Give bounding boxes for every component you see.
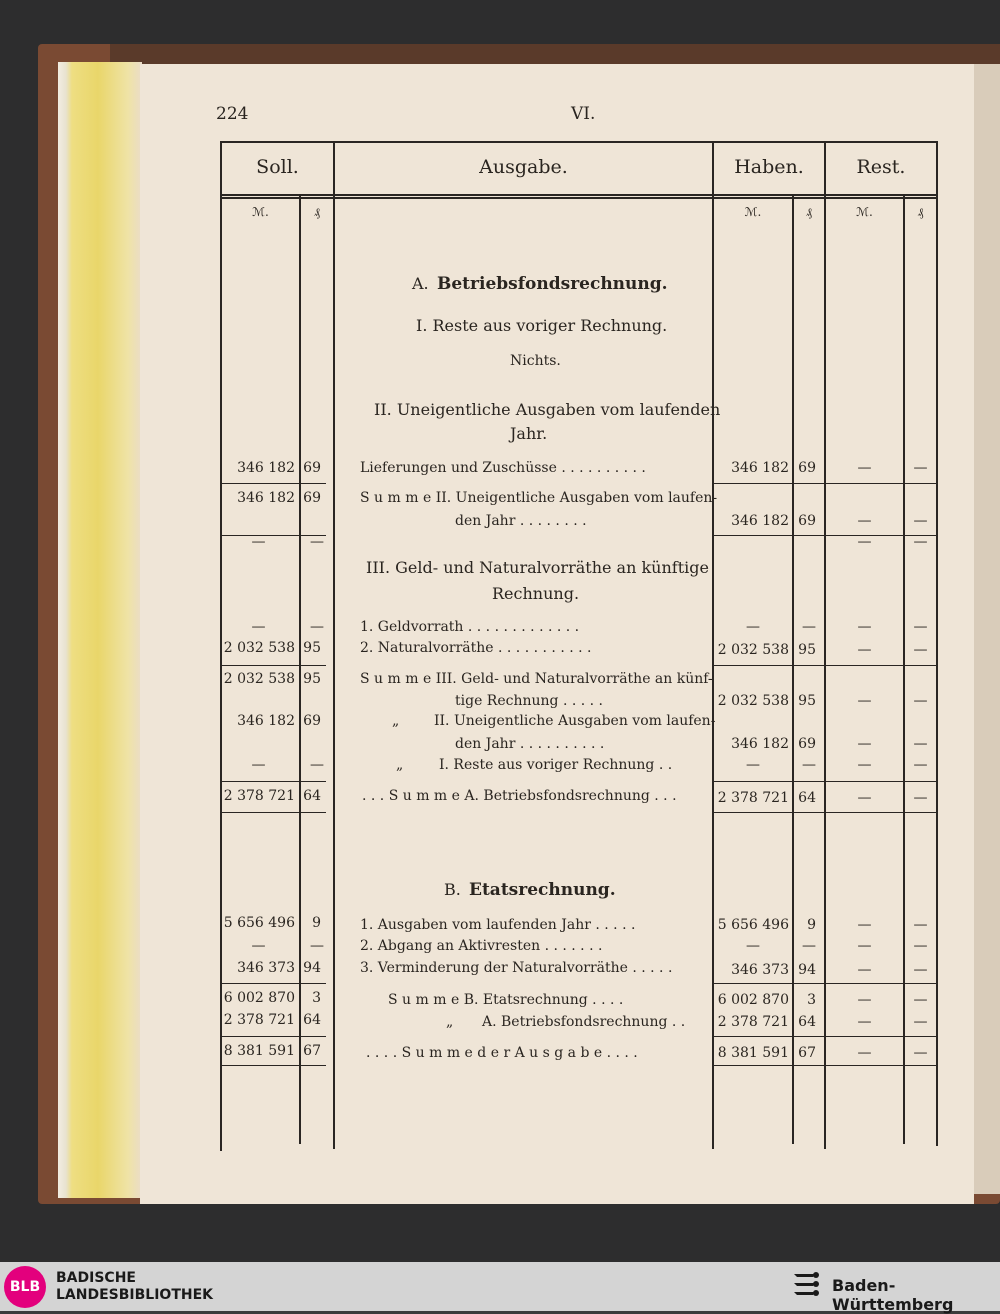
- soll-subtotal-rule: [222, 781, 326, 782]
- blb-name[interactable]: [56, 1270, 213, 1304]
- soll-mark-unit: ℳ.: [252, 205, 269, 219]
- haben-subtotal-rule: [712, 781, 936, 782]
- rest-pf-unit: ₰: [917, 205, 924, 219]
- chapter-heading: VI.: [571, 104, 596, 124]
- haben-mark: 346 182: [731, 736, 789, 752]
- haben-header: Haben.: [734, 156, 804, 178]
- haben-mark: 2 032 538: [717, 642, 789, 658]
- row-label: 1. Geldvorrath . . . . . . . . . . . . .: [360, 619, 580, 635]
- section-a-prefix: A.: [412, 274, 429, 293]
- rest-mark: —: [857, 736, 872, 752]
- soll-mark: 8 381 591: [223, 1043, 295, 1059]
- rest-pf: —: [913, 1014, 928, 1030]
- rest-mark: —: [857, 917, 872, 933]
- bw-label[interactable]: Baden-Württemberg: [832, 1276, 954, 1314]
- soll-mark: 6 002 870: [223, 990, 295, 1006]
- soll-pf: 95: [303, 671, 321, 687]
- soll-mark: 346 182: [237, 713, 295, 729]
- haben-pf: 69: [798, 460, 816, 476]
- haben-mark: 346 182: [731, 513, 789, 529]
- rest-pf: —: [913, 1045, 928, 1061]
- soll-mark: 2 032 538: [223, 671, 295, 687]
- row-label: . . . S u m m e A. Betriebsfondsrechnung . . .: [362, 788, 677, 804]
- blb-name-line1: BADISCHE: [56, 1270, 136, 1286]
- haben-pf: 95: [798, 642, 816, 658]
- soll-pf: 67: [303, 1043, 321, 1059]
- haben-mark: —: [746, 938, 760, 954]
- haben-subtotal-rule: [712, 483, 936, 484]
- haben-mark-unit: ℳ.: [744, 205, 762, 219]
- row-label: S u m m e B. Etatsrechnung . . . .: [388, 992, 624, 1008]
- soll-pf-unit: ₰: [314, 205, 320, 219]
- rest-mark: —: [857, 962, 872, 978]
- soll-mark: —: [251, 534, 266, 550]
- rest-pf: —: [913, 642, 928, 658]
- rest-mark: —: [857, 460, 872, 476]
- soll-subtotal-rule: [222, 1065, 326, 1066]
- row-label: I. Reste aus voriger Rechnung . .: [439, 757, 673, 773]
- rest-mark: —: [857, 619, 872, 635]
- haben-pf: 69: [798, 736, 816, 752]
- row-label: A. Betriebsfondsrechnung . .: [482, 1014, 686, 1030]
- rest-mark: —: [857, 1014, 872, 1030]
- rest-mark: —: [857, 534, 872, 550]
- soll-pf: 9: [312, 915, 321, 931]
- haben-mark: 2 378 721: [717, 790, 789, 806]
- soll-pf: 3: [312, 990, 321, 1006]
- soll-mark: 346 182: [237, 490, 295, 506]
- haben-mark: 346 182: [731, 460, 789, 476]
- rest-pf: —: [913, 992, 928, 1008]
- section-b-prefix: B.: [444, 880, 461, 899]
- rest-mark: —: [857, 513, 872, 529]
- soll-pf: 64: [303, 1012, 321, 1028]
- haben-pf: —: [802, 938, 816, 954]
- haben-mark: 346 373: [731, 962, 789, 978]
- soll-pf: —: [310, 534, 324, 550]
- bw-lions-icon[interactable]: [790, 1268, 822, 1306]
- section-a-sub3: III. Geld- und Naturalvorräthe an künftige: [366, 558, 709, 577]
- haben-pf: 95: [798, 693, 816, 709]
- rest-pf: —: [913, 460, 928, 476]
- haben-mark: 2 032 538: [717, 693, 789, 709]
- soll-header: Soll.: [256, 156, 299, 178]
- soll-mark: 2 378 721: [223, 788, 295, 804]
- soll-mark: 2 032 538: [223, 640, 295, 656]
- rest-pf: —: [913, 693, 928, 709]
- haben-pf: 3: [807, 992, 816, 1008]
- haben-mark: 8 381 591: [717, 1045, 789, 1061]
- haben-subtotal-rule: [712, 983, 936, 984]
- row-label-cont: den Jahr . . . . . . . .: [455, 513, 587, 529]
- ditto-mark: „: [392, 713, 400, 729]
- rest-mark: —: [857, 642, 872, 658]
- rest-mark: —: [857, 992, 872, 1008]
- rest-pf: —: [913, 790, 928, 806]
- ditto-mark: „: [396, 757, 404, 773]
- haben-subtotal-rule: [712, 1036, 936, 1037]
- ditto-mark: „: [446, 1014, 454, 1030]
- blb-logo[interactable]: BLB: [4, 1266, 46, 1308]
- soll-subtotal-rule: [222, 483, 326, 484]
- soll-mark: 2 378 721: [223, 1012, 295, 1028]
- soll-mark: 5 656 496: [223, 915, 295, 931]
- soll-pf: —: [310, 938, 324, 954]
- soll-subtotal-rule: [222, 1036, 326, 1037]
- ausgabe-header: Ausgabe.: [479, 156, 568, 178]
- rest-header: Rest.: [856, 156, 906, 178]
- row-label: 2. Naturalvorräthe . . . . . . . . . . .: [360, 640, 592, 656]
- page-stack-edge: [58, 62, 142, 1198]
- section-b-title: Etatsrechnung.: [469, 880, 616, 900]
- haben-mark: 2 378 721: [717, 1014, 789, 1030]
- row-label: 2. Abgang an Aktivresten . . . . . . .: [360, 938, 603, 954]
- haben-subtotal-rule: [712, 812, 936, 813]
- soll-pf: 69: [303, 460, 321, 476]
- haben-mark: —: [746, 757, 760, 773]
- soll-pf: 95: [303, 640, 321, 656]
- rest-mark-unit: ℳ.: [856, 205, 873, 219]
- footer-bar: [0, 1262, 1000, 1314]
- rest-mark: —: [857, 693, 872, 709]
- haben-pf: 64: [798, 1014, 816, 1030]
- row-label: . . . . S u m m e d e r A u s g a b e . . . .: [366, 1045, 638, 1061]
- soll-pf: 94: [303, 960, 321, 976]
- soll-subtotal-rule: [222, 812, 326, 813]
- row-label-cont: den Jahr . . . . . . . . . .: [455, 736, 605, 752]
- rest-pf: —: [913, 938, 928, 954]
- haben-pf: 69: [798, 513, 816, 529]
- rest-mark: —: [857, 790, 872, 806]
- haben-mark: 5 656 496: [717, 917, 789, 933]
- row-label: 3. Verminderung der Naturalvorräthe . . . . .: [360, 960, 673, 976]
- haben-pf: —: [802, 619, 816, 635]
- haben-pf: 67: [798, 1045, 816, 1061]
- soll-pf: —: [310, 757, 324, 773]
- soll-mark: —: [251, 619, 266, 635]
- page-edge: [972, 64, 1000, 1194]
- haben-pf: 94: [798, 962, 816, 978]
- section-a-title: Betriebsfondsrechnung.: [437, 274, 668, 294]
- soll-pf: 69: [303, 713, 321, 729]
- soll-mark: —: [251, 938, 266, 954]
- soll-mark: —: [251, 757, 266, 773]
- section-a-sub2: II. Uneigentliche Ausgaben vom laufenden: [374, 400, 721, 419]
- rest-pf: —: [913, 513, 928, 529]
- haben-mark: 6 002 870: [717, 992, 789, 1008]
- section-a-sub1: I. Reste aus voriger Rechnung.: [416, 316, 668, 335]
- rest-mark: —: [857, 757, 872, 773]
- book-spine-top: [110, 44, 1000, 66]
- soll-mark: 346 182: [237, 460, 295, 476]
- haben-pf: 64: [798, 790, 816, 806]
- section-a-sub3-cont: Rechnung.: [492, 584, 580, 603]
- haben-subtotal-rule: [712, 665, 936, 666]
- haben-subtotal-rule: [712, 1065, 936, 1066]
- soll-ausgabe-rule: [333, 141, 335, 1149]
- row-label: S u m m e II. Uneigentliche Ausgaben vom laufen-: [360, 490, 718, 506]
- blb-name-line2: LANDESBIBLIOTHEK: [56, 1287, 214, 1303]
- section-a-sub2-cont: Jahr.: [510, 424, 548, 443]
- haben-pf: —: [802, 757, 816, 773]
- rest-pf: —: [913, 757, 928, 773]
- soll-pf: 69: [303, 490, 321, 506]
- header-rule: [220, 194, 938, 196]
- row-label: S u m m e III. Geld- und Naturalvorräthe an künf-: [360, 671, 713, 687]
- rest-mark: —: [857, 938, 872, 954]
- soll-mark: 346 373: [237, 960, 295, 976]
- header-rule-2: [220, 197, 938, 199]
- table-top-rule: [220, 141, 938, 143]
- rest-pf: —: [913, 962, 928, 978]
- rest-pf: —: [913, 736, 928, 752]
- haben-pf-unit: ₰: [806, 205, 812, 219]
- rest-pf: —: [913, 619, 928, 635]
- soll-subtotal-rule: [222, 665, 326, 666]
- soll-subtotal-rule: [222, 983, 326, 984]
- row-label: 1. Ausgaben vom laufenden Jahr . . . . .: [360, 917, 636, 933]
- page-number: 224: [216, 104, 249, 124]
- soll-pf: —: [310, 619, 324, 635]
- rest-mark: —: [857, 1045, 872, 1061]
- rest-pf: —: [913, 534, 928, 550]
- row-label: Lieferungen und Zuschüsse . . . . . . . . . .: [360, 460, 646, 476]
- haben-mark: —: [746, 619, 760, 635]
- nichts: Nichts.: [510, 353, 561, 369]
- row-label: II. Uneigentliche Ausgaben vom laufen-: [434, 713, 716, 729]
- soll-pf: 64: [303, 788, 321, 804]
- haben-pf: 9: [807, 917, 816, 933]
- row-label-cont: tige Rechnung . . . . .: [455, 693, 603, 709]
- rest-pf: —: [913, 917, 928, 933]
- outer-right-rule: [936, 141, 938, 1146]
